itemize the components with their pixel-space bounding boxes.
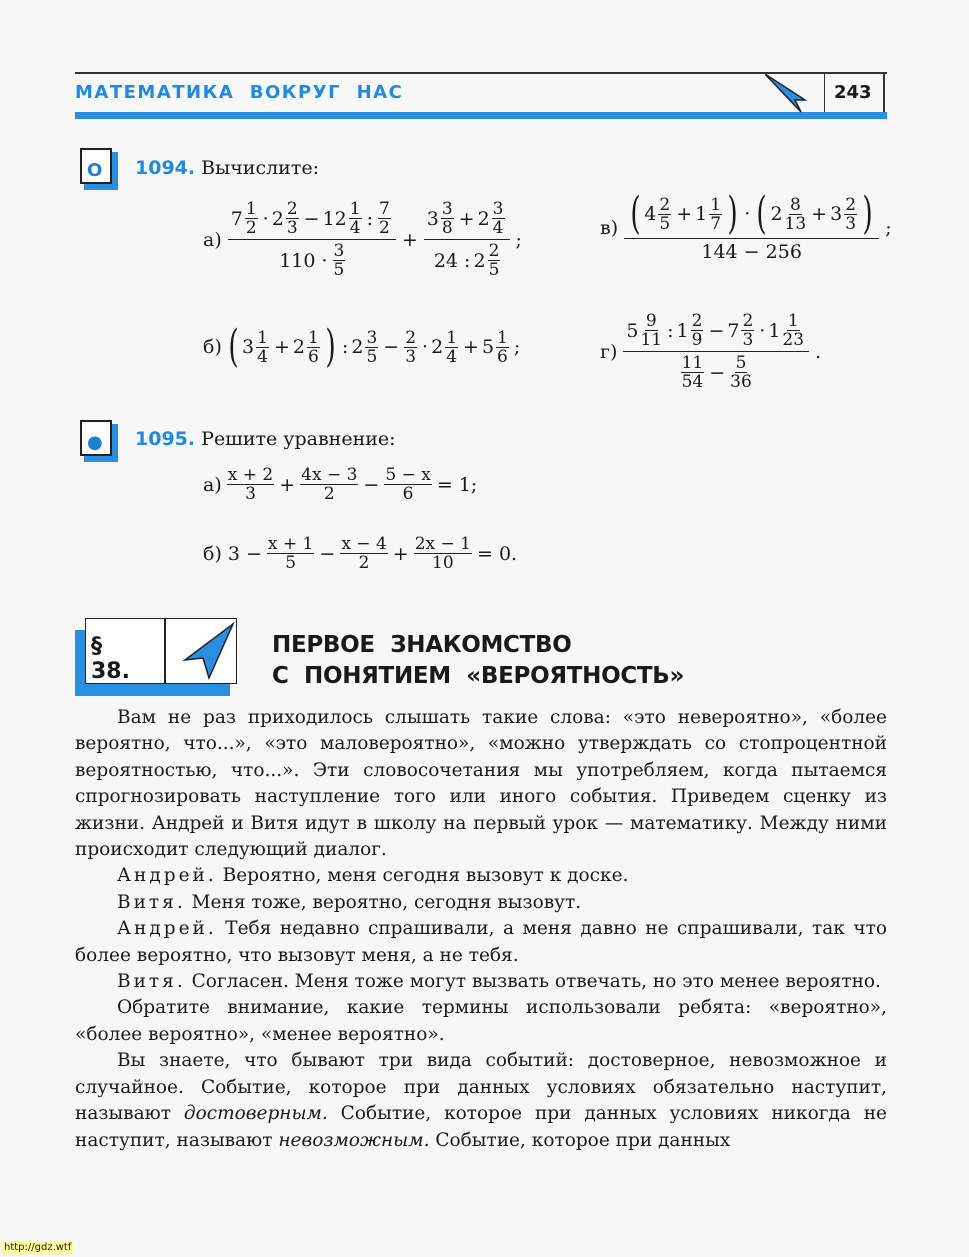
fraction (307, 329, 320, 366)
denominator: 3 (286, 218, 298, 238)
numerator: 5 (735, 353, 747, 373)
mixed-number (225, 466, 276, 503)
paragraph (75, 995, 887, 1048)
math-symbol: + (401, 228, 418, 251)
fraction (267, 535, 314, 572)
math-symbol: : (341, 336, 349, 358)
numerator: 1 (257, 327, 268, 348)
fraction (782, 312, 804, 349)
denominator: 5 (488, 260, 500, 280)
compound-denominator (431, 240, 503, 279)
fraction (844, 196, 857, 233)
text-run: Событие, которое при данных (429, 1129, 731, 1151)
mixed-number (679, 354, 707, 391)
right-paren: ) (325, 321, 336, 372)
numerator: 1 (307, 327, 319, 348)
whole-part: 12 (322, 207, 347, 230)
compound-numerator (424, 200, 510, 240)
text-run: Событие, которое при данных условиях никогда не наступит, называют (75, 1103, 887, 1151)
text-run: Вы знаете, что бывают три вида событий: достоверное, невозможное и случайное. Событие, которое при данных условиях обязательно наступит, называют (75, 1050, 887, 1125)
text-run: Витя. (117, 891, 186, 913)
denominator: 3 (845, 213, 857, 234)
exercise-level-icon: О (80, 148, 114, 186)
whole-part: 2 (351, 336, 364, 358)
fraction (256, 329, 269, 366)
math-symbol: · (422, 336, 429, 358)
fraction (496, 329, 509, 366)
fraction (300, 466, 358, 503)
exercise-1094-item (597, 312, 824, 391)
denominator: 11 (640, 330, 663, 350)
source-url: http://gdz.wtf (4, 1242, 72, 1253)
item-label: б) (203, 336, 222, 358)
mixed-number (402, 329, 419, 366)
whole-part: 2 (271, 207, 284, 230)
mixed-number (298, 466, 360, 503)
parenthesized-group (225, 321, 339, 372)
paragraph (75, 1048, 887, 1154)
item-label: б) (203, 542, 222, 565)
math-symbol: 3 − (227, 542, 262, 565)
text-run: Обратите внимание, какие термины использовали ребята: «вероятно», «более вероятно», «менее вероятно». (75, 997, 887, 1045)
mixed-number (770, 196, 808, 233)
denominator: 5 (285, 553, 297, 573)
whole-part: 1 (695, 203, 708, 225)
fraction (709, 196, 722, 233)
mixed-number (272, 200, 301, 237)
whole-part: 4 (644, 203, 657, 225)
numerator: 1 (497, 327, 508, 348)
fraction (488, 242, 501, 279)
mixed-number (727, 312, 756, 349)
numerator: 1 (349, 199, 361, 219)
fraction (730, 354, 752, 391)
mixed-number (830, 196, 859, 233)
paragraph (75, 916, 887, 969)
numerator: 2x − 1 (414, 534, 471, 554)
item-label: а) (203, 228, 222, 251)
compound-fraction (623, 312, 809, 391)
denominator: 5 (333, 260, 345, 280)
text-run: Согласен. Меня тоже могут вызвать отвечать, но это менее вероятно. (185, 971, 881, 993)
whole-part: 2 (431, 336, 444, 358)
parenthesized-group (753, 188, 876, 239)
fraction (658, 196, 671, 233)
denominator: 2 (245, 218, 257, 238)
mixed-number (323, 200, 364, 237)
whole-part: 3 (242, 336, 255, 358)
exercise-1094-heading: 1094. Вычислите: (135, 157, 319, 179)
denominator: 2 (378, 218, 390, 238)
mixed-number (677, 312, 706, 349)
math-symbol: + (811, 203, 828, 225)
math-symbol: 110 · (279, 249, 328, 272)
numerator: 2 (659, 194, 671, 215)
numerator: 2 (742, 311, 754, 331)
fraction (640, 312, 662, 349)
denominator: 6 (497, 346, 508, 367)
denominator: 5 (366, 346, 378, 367)
mixed-number (644, 196, 673, 233)
numerator: 4x − 3 (301, 465, 358, 485)
fraction (691, 312, 704, 349)
denominator: 3 (405, 346, 417, 367)
compound-fraction (624, 188, 879, 263)
numerator: 3 (492, 199, 504, 219)
numerator: 1 (245, 199, 257, 219)
whole-part: 1 (676, 319, 689, 342)
whole-part: 3 (426, 207, 439, 230)
text-run: Тебя недавно спрашивали, а меня давно не спрашивали, так что более вероятно, что вызовут меня, а не тебя. (75, 918, 887, 966)
fraction (227, 466, 274, 503)
numerator: 1 (446, 327, 458, 348)
numerator: 1 (710, 194, 722, 215)
fraction (384, 466, 431, 503)
math-symbol: = 1; (436, 473, 478, 496)
numerator: 5 − x (385, 465, 431, 485)
math-symbol: − (383, 336, 400, 358)
paragraph (75, 705, 887, 863)
denominator: 6 (402, 484, 414, 504)
exercise-1094-item (597, 188, 895, 263)
fraction (441, 200, 454, 237)
numerator: 9 (645, 311, 657, 331)
page-curl-icon (175, 622, 235, 680)
mixed-number (478, 200, 507, 237)
exercise-1095-item (200, 466, 480, 503)
whole-part: 2 (473, 249, 486, 272)
denominator: 3 (742, 330, 754, 350)
whole-part: 1 (768, 319, 781, 342)
numerator: 2 (405, 327, 417, 348)
numerator: 7 (378, 199, 390, 219)
fraction (365, 329, 378, 366)
fraction (404, 329, 417, 366)
fraction (286, 200, 299, 237)
denominator: 23 (782, 330, 805, 350)
math-symbol: ; (885, 216, 892, 239)
denominator: 13 (784, 213, 807, 234)
math-symbol: ; (515, 228, 522, 251)
compound-numerator (623, 312, 809, 352)
numerator: 3 (366, 327, 378, 348)
numerator: 8 (789, 194, 801, 215)
math-symbol: 144 − 256 (701, 241, 802, 263)
denominator: 2 (323, 484, 335, 504)
denominator: 54 (681, 372, 704, 392)
fraction (492, 200, 505, 237)
mixed-number (351, 329, 380, 366)
text-run: Андрей. (117, 865, 217, 887)
text-run: достоверным. (183, 1103, 328, 1125)
exercise-1095-item (200, 535, 520, 572)
fraction (414, 535, 472, 572)
math-symbol: = 0. (476, 542, 518, 565)
math-symbol: · (759, 319, 766, 342)
right-paren: ) (862, 188, 873, 239)
math-symbol: · (262, 207, 269, 230)
math-symbol: − (319, 542, 336, 565)
text-run: Андрей. (117, 918, 217, 940)
whole-part: 5 (626, 319, 639, 342)
denominator: 4 (349, 218, 361, 238)
mixed-number (695, 196, 724, 233)
paragraph (75, 863, 887, 889)
denominator: 8 (441, 218, 453, 238)
compound-fraction (228, 200, 396, 279)
flag-icon (765, 72, 825, 114)
item-label: в) (600, 216, 619, 239)
compound-numerator (228, 200, 396, 240)
denominator: 5 (659, 213, 671, 234)
math-symbol: − (303, 207, 320, 230)
denominator: 9 (691, 330, 703, 350)
paragraph (75, 890, 887, 916)
exercise-1094-item (200, 200, 525, 279)
fraction (785, 196, 807, 233)
math-symbol: 24 : (433, 249, 471, 272)
numerator: x + 2 (227, 465, 274, 485)
mixed-number (265, 535, 316, 572)
math-symbol: − (708, 319, 725, 342)
math-symbol: + (676, 203, 693, 225)
header-title: МАТЕМАТИКА ВОКРУГ НАС (75, 82, 404, 103)
math-symbol: . (815, 340, 822, 363)
left-paren: ( (228, 321, 239, 372)
denominator: 4 (446, 346, 458, 367)
text-run: Вероятно, меня сегодня вызовут к доске. (216, 865, 629, 887)
math-symbol: − (363, 473, 380, 496)
fraction (340, 535, 387, 572)
numerator: 1 (787, 311, 799, 331)
math-symbol: + (392, 542, 409, 565)
mixed-number (768, 312, 806, 349)
denominator: 7 (710, 213, 722, 234)
whole-part: 7 (230, 207, 243, 230)
mixed-number (473, 242, 502, 279)
fraction (349, 200, 362, 237)
right-paren: ) (727, 188, 738, 239)
fraction (445, 329, 458, 366)
numerator: 2 (286, 199, 298, 219)
math-symbol: − (709, 361, 726, 384)
fraction (741, 312, 754, 349)
math-symbol: : (366, 207, 373, 230)
exercise-level-icon: ● (80, 420, 114, 458)
numerator: x − 4 (341, 534, 387, 554)
page-number: 243 (834, 82, 872, 103)
mixed-number (338, 535, 389, 572)
fraction (245, 200, 258, 237)
mixed-number (242, 329, 271, 366)
math-symbol: · (744, 203, 751, 225)
compound-denominator (276, 240, 347, 279)
numerator: 2 (488, 241, 500, 261)
numerator: x + 1 (267, 534, 314, 554)
text-run: Вам не раз приходилось слышать такие слова: «это невероятно», «более вероятно, что...», «это маловероятно», «можно утверждать со стопроцентной вероятностью, что...». Эти словосочетания мы употребляем, когда пытаемся спрогнозировать наступление того или иного события. Приведем сценку из жизни. Андрей и Витя идут в школу на первый урок — математику. Между ними происходит следующий диалог. (75, 707, 887, 861)
numerator: 2 (845, 194, 857, 215)
fraction (681, 354, 705, 391)
mixed-number (376, 200, 393, 237)
numerator: 3 (333, 241, 345, 261)
mixed-number (231, 200, 260, 237)
denominator: 4 (257, 346, 268, 367)
numerator: 11 (681, 353, 704, 373)
exercise-1095-heading: 1095. Решите уравнение: (135, 428, 396, 450)
numerator: 3 (441, 199, 453, 219)
paragraph (75, 969, 887, 995)
mixed-number (482, 329, 511, 366)
mixed-number (331, 242, 348, 279)
math-symbol: + (279, 473, 296, 496)
body-text (75, 705, 887, 1154)
mixed-number (431, 329, 460, 366)
math-symbol: + (463, 336, 479, 358)
numerator: 2 (691, 311, 703, 331)
mixed-number (728, 354, 754, 391)
item-label: г) (600, 340, 618, 363)
mixed-number (427, 200, 456, 237)
whole-part: 5 (481, 336, 495, 358)
text-run: Витя. (117, 971, 186, 993)
whole-part: 2 (292, 336, 305, 358)
whole-part: 3 (830, 203, 843, 225)
compound-denominator (698, 239, 805, 263)
mixed-number (293, 329, 322, 366)
item-label: а) (203, 473, 222, 496)
left-paren: ( (630, 188, 641, 239)
math-symbol: : (667, 319, 674, 342)
fraction (378, 200, 391, 237)
section-number: § 38. (91, 634, 130, 684)
denominator: 6 (307, 346, 319, 367)
denominator: 3 (245, 484, 256, 504)
fraction (333, 242, 346, 279)
compound-numerator (624, 188, 879, 239)
whole-part: 7 (727, 319, 740, 342)
denominator: 36 (730, 372, 752, 392)
text-run: Меня тоже, вероятно, сегодня вызовут. (185, 891, 582, 913)
whole-part: 2 (477, 207, 490, 230)
mixed-number (382, 466, 433, 503)
compound-fraction (424, 200, 510, 279)
left-paren: ( (756, 188, 768, 239)
denominator: 10 (432, 553, 454, 573)
math-symbol: + (273, 336, 290, 358)
section-title: ПЕРВОЕ ЗНАКОМСТВО С ПОНЯТИЕМ «ВЕРОЯТНОСТЬ» (272, 632, 685, 689)
denominator: 2 (358, 553, 370, 573)
mixed-number (626, 312, 664, 349)
parenthesized-group (627, 188, 741, 239)
denominator: 4 (492, 218, 504, 238)
math-symbol: + (458, 207, 475, 230)
compound-denominator (679, 352, 754, 391)
text-run: невозможным. (278, 1129, 430, 1151)
exercise-1094-item (200, 321, 523, 372)
whole-part: 2 (770, 203, 783, 225)
mixed-number (412, 535, 474, 572)
math-symbol: ; (513, 336, 521, 358)
